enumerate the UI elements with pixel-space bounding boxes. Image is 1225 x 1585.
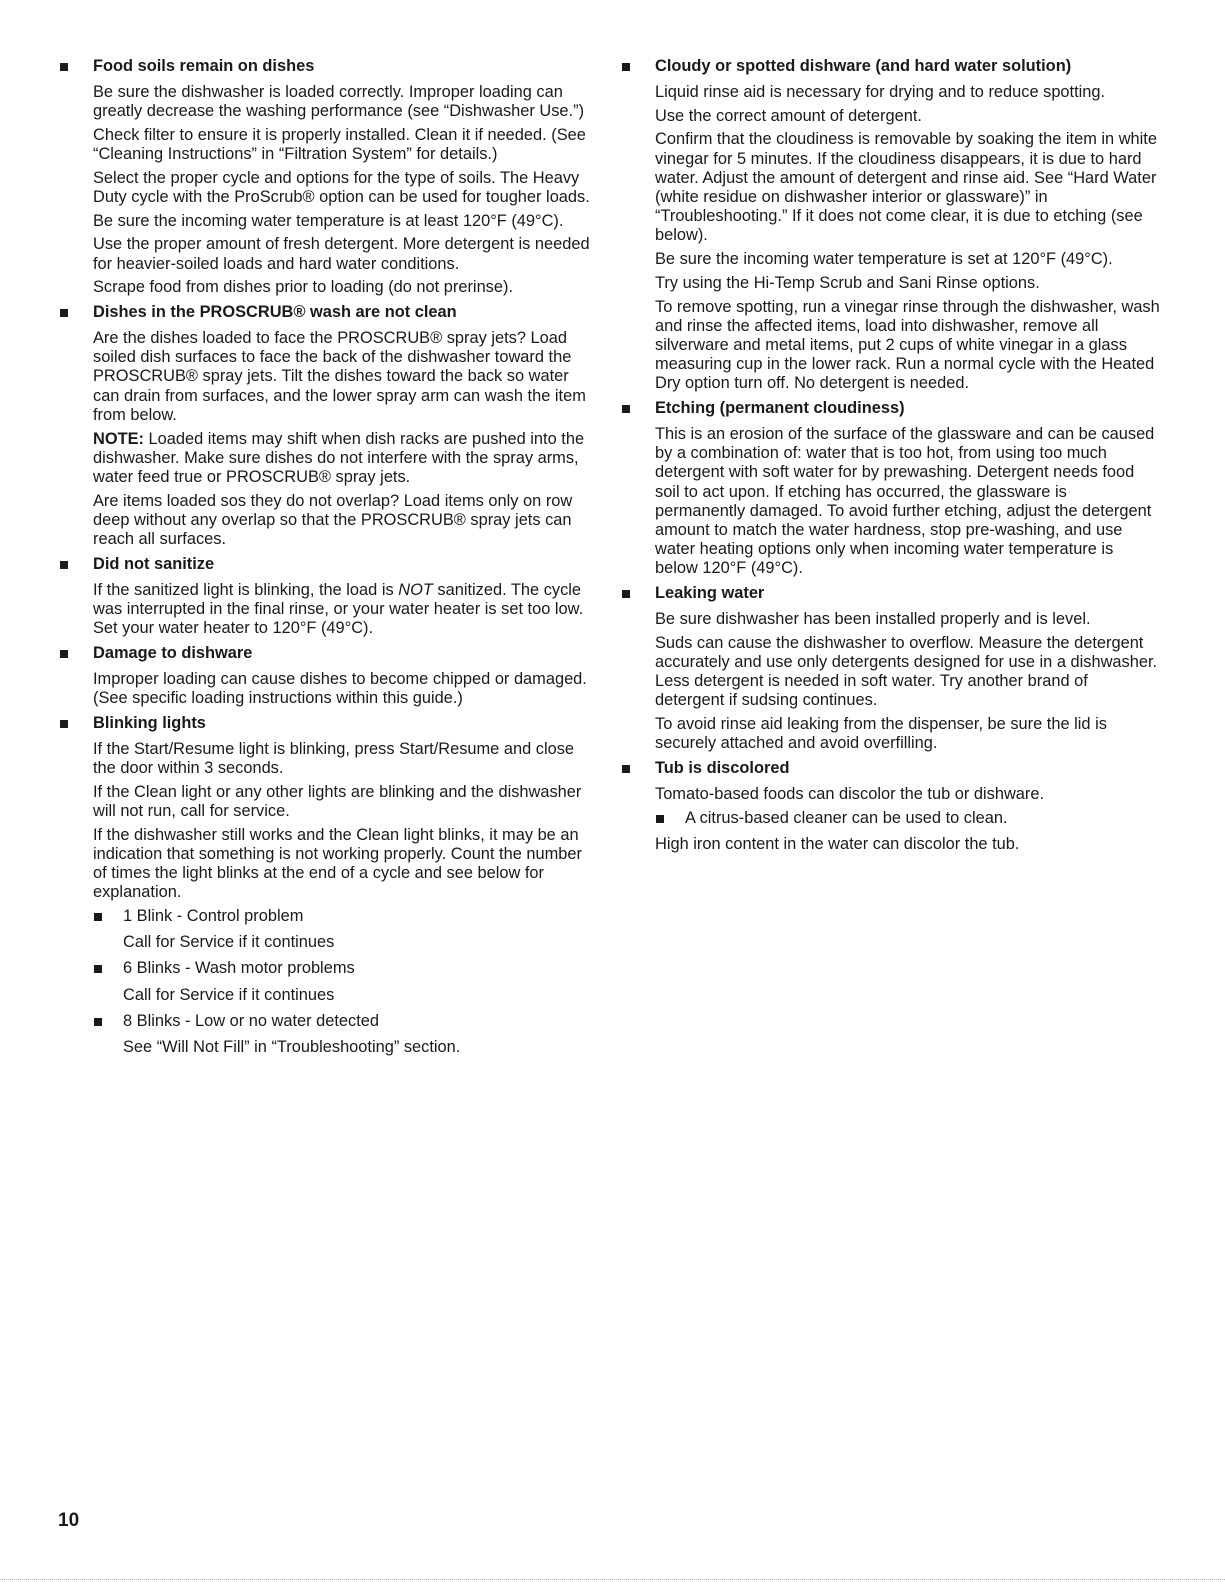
section-heading: Etching (permanent cloudiness) bbox=[655, 399, 905, 418]
list-item-detail: Call for Service if it continues bbox=[123, 933, 335, 952]
square-bullet-icon bbox=[622, 405, 630, 413]
paragraph bbox=[93, 581, 593, 639]
section-cloudy-dishware bbox=[620, 56, 1160, 394]
square-bullet-icon bbox=[622, 765, 630, 773]
list-item bbox=[93, 1012, 593, 1057]
section-blinking-lights bbox=[58, 713, 593, 1057]
right-column bbox=[620, 56, 1160, 859]
paragraph: Scrape food from dishes prior to loading (do not prerinse). bbox=[93, 278, 514, 297]
section-leaking-water bbox=[620, 583, 1160, 753]
square-bullet-icon bbox=[94, 913, 102, 921]
square-bullet-icon bbox=[60, 720, 68, 728]
paragraph: Use the correct amount of detergent. bbox=[655, 106, 922, 125]
left-column bbox=[58, 56, 593, 1064]
paragraph: Check filter to ensure it is properly installed. Clean it if needed. (See “Cleaning Instructions” in “Filtration System” for details.) bbox=[93, 125, 586, 164]
square-bullet-icon bbox=[622, 63, 630, 71]
paragraph: Suds can cause the dishwasher to overflow. Measure the detergent accurately and use only detergents designed for use in a dishwasher. Less detergent is needed in soft water. Try another brand of detergent if sudsing continues. bbox=[655, 633, 1158, 710]
list-item-detail: Call for Service if it continues bbox=[123, 985, 335, 1004]
paragraph: Be sure the dishwasher is loaded correctly. Improper loading can greatly decrease the washing performance (see “Dishwasher Use.”) bbox=[93, 83, 585, 121]
section-tub-discolored bbox=[620, 758, 1160, 854]
square-bullet-icon bbox=[94, 965, 102, 973]
paragraph: To avoid rinse aid leaking from the dispenser, be sure the lid is securely attached and avoid overfilling. bbox=[655, 715, 1107, 753]
paragraph: Be sure the incoming water temperature is at least 120°F (49°C). bbox=[93, 211, 564, 230]
paragraph: Improper loading can cause dishes to become chipped or damaged. (See specific loading instructions within this guide.) bbox=[93, 669, 587, 708]
section-heading: Dishes in the PROSCRUB® wash are not clean bbox=[93, 303, 457, 322]
list-item bbox=[93, 907, 593, 952]
square-bullet-icon bbox=[60, 650, 68, 658]
note-label: NOTE: bbox=[93, 429, 144, 448]
paragraph: If the Clean light or any other lights are blinking and the dishwasher will not run, call for service. bbox=[93, 782, 582, 820]
paragraph: Are the dishes loaded to face the PROSCRUB® spray jets? Load soiled dish surfaces to face the back of the dishwasher toward the PROSCRUB® spray jets. Tilt the dishes toward the back so water can drain from surfaces, and the lower spray arm can wash the item from below. bbox=[93, 329, 586, 424]
square-bullet-icon bbox=[60, 561, 68, 569]
section-damage-to-dishware bbox=[58, 643, 593, 708]
paragraph: Try using the Hi-Temp Scrub and Sani Rinse options. bbox=[655, 273, 1040, 292]
emphasis-text: NOT bbox=[398, 580, 433, 599]
paragraph: Liquid rinse aid is necessary for drying and to reduce spotting. bbox=[655, 83, 1106, 101]
paragraph: Be sure dishwasher has been installed properly and is level. bbox=[655, 610, 1091, 629]
list-item bbox=[655, 809, 1160, 828]
page-number: 10 bbox=[58, 1510, 80, 1531]
list-item-text: A citrus-based cleaner can be used to clean. bbox=[685, 808, 1008, 827]
list-item-title: 6 Blinks - Wash motor problems bbox=[123, 959, 355, 978]
paragraph: This is an erosion of the surface of the glassware and can be caused by a combination of: water that is too hot, from using too much detergent with soft water for by prewashing. Detergent needs food soil to act upon. If etching has occurred, the glassware is permanently damaged. To avoid further etching, adjust the detergent amount to match the water hardness, stop pre-washing, and use water heating options only when incoming water temperature is below 120°F (49°C). bbox=[655, 425, 1155, 578]
section-food-soils bbox=[58, 56, 593, 298]
section-heading: Cloudy or spotted dishware (and hard water solution) bbox=[655, 57, 1072, 75]
text-run: sanitized. The cycle was interrupted in the final rinse, or your water heater is set too low. Set your water heater to 120°F (49°C). bbox=[93, 580, 584, 638]
square-bullet-icon bbox=[622, 590, 630, 598]
section-proscrub bbox=[58, 302, 593, 549]
section-did-not-sanitize bbox=[58, 554, 593, 639]
section-heading: Blinking lights bbox=[93, 713, 206, 732]
list-item-title: 1 Blink - Control problem bbox=[123, 906, 304, 925]
section-etching bbox=[620, 398, 1160, 579]
square-bullet-icon bbox=[60, 309, 68, 317]
paragraph: Are items loaded sos they do not overlap? Load items only on row deep without any overlap so that the PROSCRUB® spray jets can reach all surfaces. bbox=[93, 491, 573, 549]
list-item-detail: See “Will Not Fill” in “Troubleshooting” section. bbox=[123, 1037, 461, 1056]
bottom-divider bbox=[0, 1579, 1225, 1580]
note-paragraph bbox=[93, 430, 593, 488]
square-bullet-icon bbox=[656, 815, 664, 823]
paragraph: To remove spotting, run a vinegar rinse through the dishwasher, wash and rinse the affected items, load into dishwasher, remove all silverware and metal items, put 2 cups of white vinegar in a glass measuring cup in the lower rack. Run a normal cycle with the Heated Dry option turn off. No detergent is needed. bbox=[655, 297, 1160, 393]
paragraph: High iron content in the water can discolor the tub. bbox=[655, 835, 1020, 853]
paragraph: Be sure the incoming water temperature is set at 120°F (49°C). bbox=[655, 250, 1113, 269]
list-item-title: 8 Blinks - Low or no water detected bbox=[123, 1011, 380, 1030]
paragraph: Use the proper amount of fresh detergent. More detergent is needed for heavier-soiled loads and hard water conditions. bbox=[93, 235, 590, 273]
paragraph: Confirm that the cloudiness is removable by soaking the item in white vinegar for 5 minutes. If the cloudiness disappears, it is due to hard water. Adjust the amount of detergent and rinse aid. See “Hard Water (white residue on dishwasher interior or glassware)” in “Troubleshooting.” If it does not come clear, it is due to etching (see below). bbox=[655, 130, 1157, 245]
text-run: If the sanitized light is blinking, the load is bbox=[93, 580, 399, 599]
square-bullet-icon bbox=[60, 63, 68, 71]
paragraph: If the Start/Resume light is blinking, press Start/Resume and close the door within 3 seconds. bbox=[93, 739, 575, 777]
paragraph: Tomato-based foods can discolor the tub or dishware. bbox=[655, 785, 1045, 804]
section-heading: Tub is discolored bbox=[655, 759, 790, 778]
note-text: Loaded items may shift when dish racks are pushed into the dishwasher. Make sure dishes do not interfere with the spray arms, water feed true or PROSCRUB® spray jets. bbox=[93, 429, 585, 486]
section-heading: Leaking water bbox=[655, 584, 765, 603]
list-item bbox=[93, 959, 593, 1004]
square-bullet-icon bbox=[94, 1018, 102, 1026]
paragraph: Select the proper cycle and options for the type of soils. The Heavy Duty cycle with the ProScrub® option can be used for tougher loads. bbox=[93, 168, 590, 207]
section-heading: Food soils remain on dishes bbox=[93, 57, 315, 75]
paragraph: If the dishwasher still works and the Clean light blinks, it may be an indication that something is not working properly. Count the number of times the light blinks at the end of a cycle and see below for explanation. bbox=[93, 825, 582, 902]
section-heading: Did not sanitize bbox=[93, 554, 215, 573]
section-heading: Damage to dishware bbox=[93, 643, 253, 662]
